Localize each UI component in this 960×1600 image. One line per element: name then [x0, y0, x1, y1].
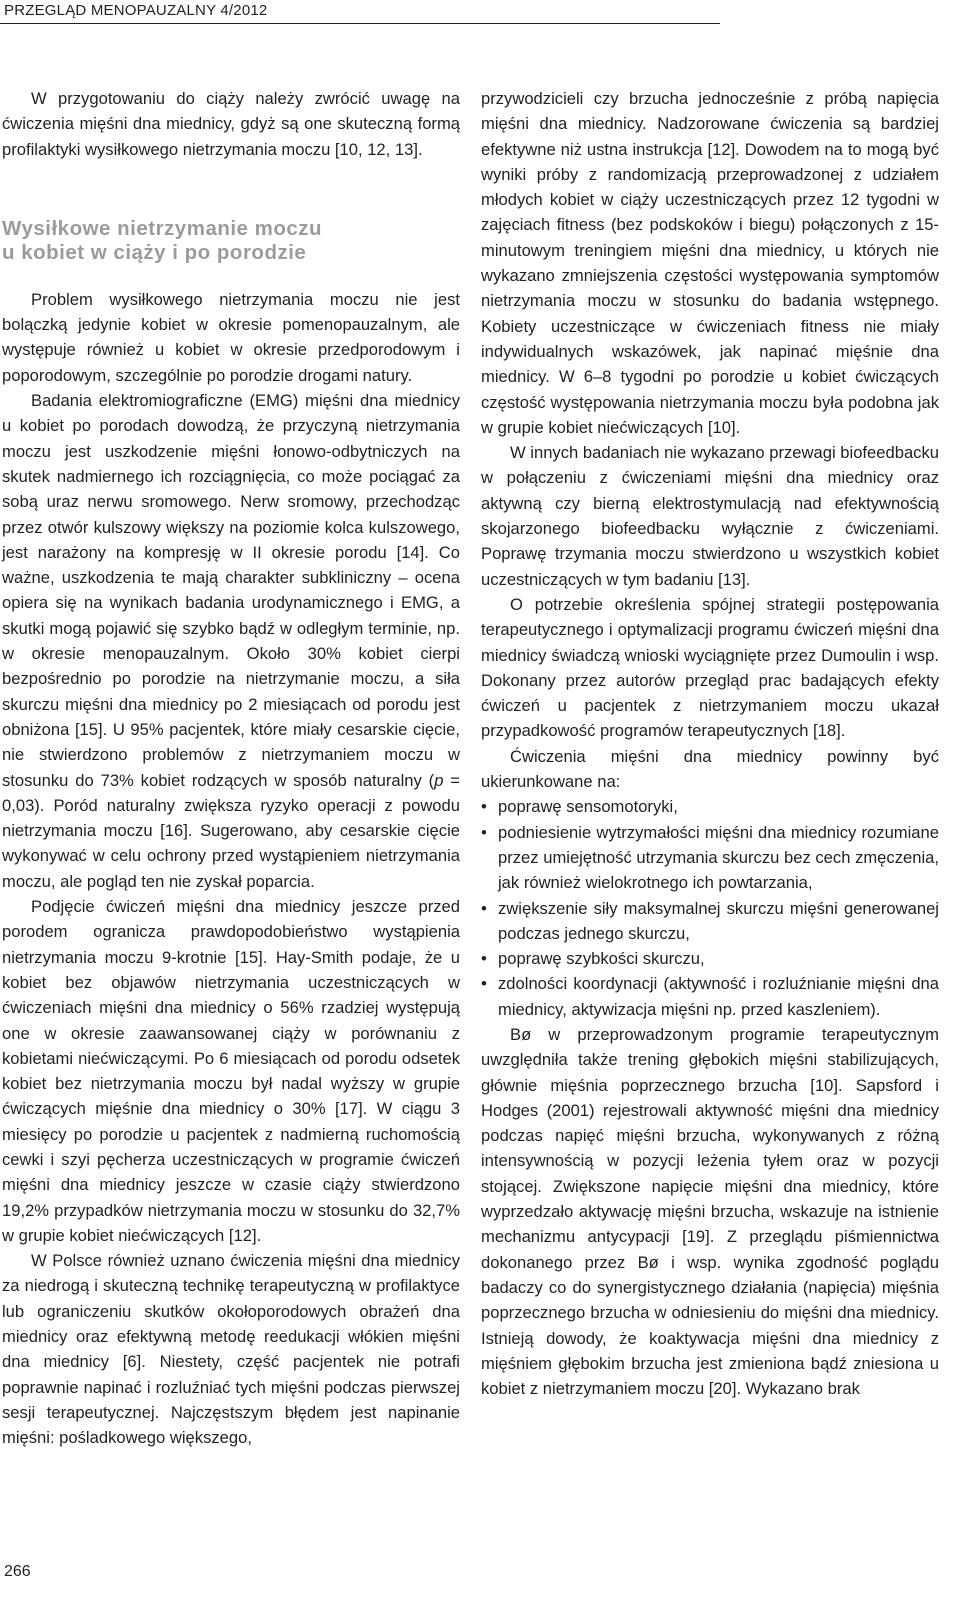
list-item-text: poprawę sensomotoryki,	[498, 797, 678, 817]
paragraph: Bø w przeprowadzonym programie terapeutycznym uwzględniła także trening głębokich mięśni stabilizujących, głównie mięśnia poprzecznego brzucha [10]. Sapsford i Hodges (2001) rejestrowali aktywność mięśni dna miednicy podczas napięć mięśni brzucha, wykonywanych z różną intensywnością w pozycji leżenia tyłem oraz w pozycji stojącej. Zwiększone napięcie mięśni dna miednicy, które wyprzedzało aktywację mięśni brzucha, wskazuje na istnienie mechanizmu antycypacji [19]. Z przeglądu piśmiennictwa dokonanego przez Bø i wsp. wynika zgodność poglądu badaczy co do synergistycznego działania (napięcia) mięśnia poprzecznego brzucha w odniesieniu do mięśni dna miednicy. Istnieją dowody, że koaktywacja mięśni dna miednicy z mięśniem głębokim brzucha jest zmieniona bądź zniesiona u kobiet z nietrzymaniem moczu [20]. Wykazano brak	[481, 1024, 939, 1399]
page-number: 266	[4, 1563, 31, 1580]
paragraph-text: Badania elektromiograficzne (EMG) mięśni dna miednicy u kobiet po porodach dowodzą, że przyczyną nietrzymania moczu jest uszkodzenie mięśni łonowo-odbytniczych na skutek nadmiernego ich rozciągnięcia, co może pociągać za sobą uraz nerwu sromowego. Nerw sromowy, przechodząc przez otwór kulszowy większy na poziomie kolca kulszowego, jest narażony na kompresję w II okresie porodu [14]. Co ważne, uszkodzenia te mają charakter subkliniczny – ocena opiera się na wynikach badania urodynamicznego i EMG, a skutki mogą pojawić się szybko bądź w odległym terminie, np. w okresie menopauzalnym. Około 30% kobiet cierpi bezpośrednio po porodzie na nietrzymanie moczu, a siła skurczu mięśni dna miednicy po 2 miesiącach od porodu jest obniżona [15]. U 95% pacjentek, które miały cesarskie cięcie, nie stwierdzono problemów z nietrzymaniem moczu w stosunku do 73% kobiet rodzących w sposób naturalny (	[2, 391, 460, 790]
paragraph: Ćwiczenia mięśni dna miednicy powinny być ukierunkowane na:	[481, 746, 939, 792]
paragraph-text: = 0,03). Poród naturalny zwiększa ryzyko operacji z powodu nietrzymania moczu [16]. Sugerowano, aby cesarskie cięcie wykonywać w celu ochrony przed wystąpieniem nietrzymania moczu, ale pogląd ten nie zyskał poparcia.	[2, 770, 460, 891]
list-item-text: zwiększenie siły maksymalnej skurczu mięśni generowanej podczas jednego skurczu,	[498, 898, 939, 943]
paragraph: Problem wysiłkowego nietrzymania moczu nie jest bolączką jedynie kobiet w okresie pomenopauzalnym, ale występuje również u kobiet w okresie przedporodowym i poporodowym, szczególnie po porodzie drogami natury.	[2, 289, 460, 385]
list-item	[481, 794, 939, 819]
bullet-icon: •	[481, 949, 487, 969]
bullet-icon: •	[481, 974, 487, 994]
paragraph: W innych badaniach nie wykazano przewagi biofeedbacku w połączeniu z ćwiczeniami mięśni dna miednicy oraz aktywną czy bierną elektrostymulacją nad efektywnością skojarzonego biofeedbacku wyłącznie z ćwiczeniami. Poprawę trzymania moczu stwierdzono u wszystkich kobiet uczestniczących w tym badaniu [13].	[481, 443, 939, 589]
section-heading	[2, 217, 460, 265]
paragraph: W Polsce również uznano ćwiczenia mięśni dna miednicy za niedrogą i skuteczną technikę terapeutyczną w profilaktyce lub ograniczeniu skutków okołoporodowych obrażeń dna miednicy oraz efektywną metodę reedukacji włókien mięśni dna miednicy [6]. Niestety, część pacjentek nie potrafi poprawnie napinać i rozluźniać tych mięśni podczas pierwszej sesji terapeutycznej. Najczęstszym błędem jest napinanie mięśni: pośladkowego większego,	[2, 1251, 460, 1448]
section-heading-line-1: Wysiłkowe nietrzymanie moczu	[2, 216, 323, 240]
header-rule	[0, 23, 720, 24]
bullet-icon: •	[481, 898, 487, 918]
left-column	[2, 86, 460, 1451]
list-item-text: zdolności koordynacji (aktywność i rozluźnianie mięśni dna miednicy, aktywizacja mięśni np. przed kaszleniem).	[498, 974, 939, 1019]
italic-variable: p	[434, 770, 444, 790]
section-heading-line-2: u kobiet w ciąży i po porodzie	[2, 240, 307, 264]
list-item	[481, 971, 939, 1022]
bullet-icon: •	[481, 797, 487, 817]
paragraph: O potrzebie określenia spójnej strategii postępowania terapeutycznego i optymalizacji programu ćwiczeń mięśni dna miednicy świadczą wnioski wyciągnięte przez Dumoulin i wsp. Dokonany przez autorów przegląd prac badających efekty ćwiczeń u pacjentek z nietrzymaniem moczu ukazał przypadkowość programów terapeutycznych [18].	[481, 594, 939, 741]
list-item	[481, 820, 939, 896]
intro-paragraph: W przygotowaniu do ciąży należy zwrócić uwagę na ćwiczenia mięśni dna miednicy, gdyż są one skuteczną formą profilaktyki wysiłkowego nietrzymania moczu [10, 12, 13].	[2, 89, 460, 159]
list-item-text: poprawę szybkości skurczu,	[498, 949, 705, 969]
bullet-list	[481, 794, 939, 1022]
list-item	[481, 946, 939, 971]
right-column	[481, 86, 939, 1401]
paragraph: przywodzicieli czy brzucha jednocześnie z próbą napięcia mięśni dna miednicy. Nadzorowane ćwiczenia są bardziej efektywne niż ustna instrukcja [12]. Dowodem na to mogą być wyniki próby z randomizacją przeprowadzonej z udziałem młodych kobiet w ciąży uczestniczących przez 12 tygodni w zajęciach fitness (bez podskoków i biegu) połączonych z 15-minutowym treningiem mięśni dna miednicy, u których nie wykazano zmniejszenia częstości występowania symptomów nietrzymania moczu w stosunku do badania wstępnego. Kobiety uczestniczące w ćwiczeniach fitness nie miały indywidualnych wskazówek, jak napinać mięśnie dna miednicy. W 6–8 tygodni po porodzie u kobiet ćwiczących częstość występowania nietrzymania moczu była podobna jak w grupie kobiet niećwiczących [10].	[481, 89, 939, 437]
paragraph: Podjęcie ćwiczeń mięśni dna miednicy jeszcze przed porodem ogranicza prawdopodobieństwo wystąpienia nietrzymania moczu 9-krotnie [15]. Hay-Smith podaje, że u kobiet bez objawów nietrzymania uczestniczących w ćwiczeniach mięśni dna miednicy o 56% rzadziej występują one w okresie zaawansowanej ciąży w porównaniu z kobietami niećwiczącymi. Po 6 miesiącach od porodu odsetek kobiet bez nietrzymania moczu był nadal wyższy w grupie ćwiczących mięśnie dna miednicy o 30% [17]. W ciągu 3 miesięcy po porodzie u pacjentek z nadmierną ruchomością cewki i szyi pęcherza uczestniczących w programie ćwiczeń mięśni dna miednicy jeszcze w czasie ciąży stwierdzono 19,2% przypadków nietrzymania moczu w stosunku do 32,7% w grupie kobiet niećwiczących [12].	[2, 897, 460, 1245]
list-item	[481, 896, 939, 947]
bullet-icon: •	[481, 822, 487, 842]
list-item-text: podniesienie wytrzymałości mięśni dna miednicy rozumiane przez umiejętność utrzymania skurczu bez cech zmęczenia, jak również wielokrotnego ich powtarzania,	[498, 822, 939, 893]
running-header: PRZEGLĄD MENOPAUZALNY 4/2012	[4, 2, 268, 19]
paragraph	[2, 388, 460, 894]
